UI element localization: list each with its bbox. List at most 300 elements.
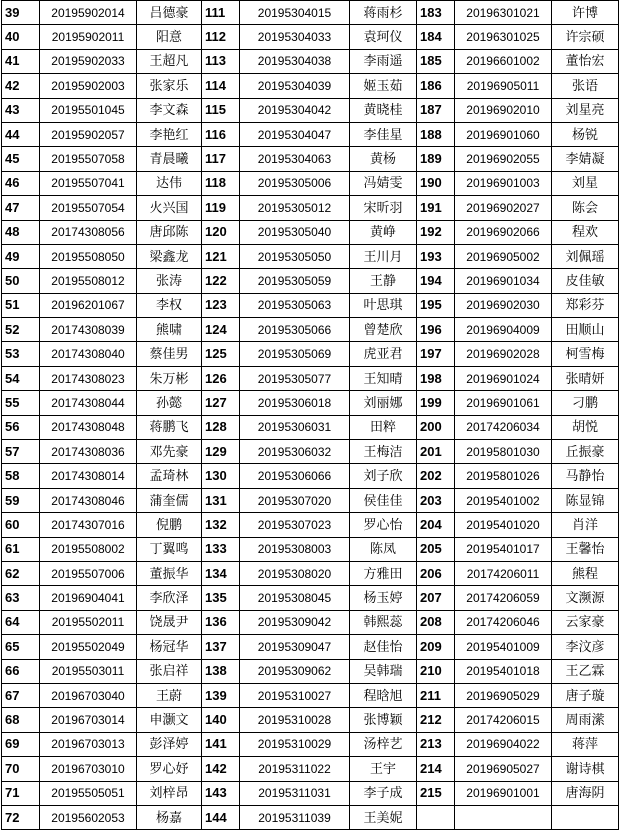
- student-id-cell: 20195311039: [240, 805, 350, 829]
- student-name-cell: 王川月: [350, 244, 417, 268]
- student-id-cell: 20196905002: [455, 244, 552, 268]
- row-number-cell: 64: [2, 610, 40, 634]
- row-number-cell: 188: [417, 122, 455, 146]
- student-name-cell: 刘子欣: [350, 464, 417, 488]
- student-id-cell: 20196902027: [455, 196, 552, 220]
- student-id-cell: 20196905029: [455, 683, 552, 707]
- row-number-cell: 54: [2, 366, 40, 390]
- student-name-cell: 郑彩芬: [552, 293, 619, 317]
- row-number-cell: 186: [417, 74, 455, 98]
- student-id-cell: 20196902028: [455, 342, 552, 366]
- student-id-cell: 20174307016: [40, 513, 137, 537]
- table-row: [2, 488, 619, 512]
- student-id-cell: 20195311022: [240, 757, 350, 781]
- row-number-cell: 62: [2, 561, 40, 585]
- student-name-cell: 程欢: [552, 220, 619, 244]
- student-id-cell: 20195801030: [455, 440, 552, 464]
- student-id-cell: 20174308014: [40, 464, 137, 488]
- student-id-cell: 20195309047: [240, 635, 350, 659]
- student-name-cell: 程晗旭: [350, 683, 417, 707]
- student-name-cell: 张晴妍: [552, 366, 619, 390]
- row-number-cell: 52: [2, 318, 40, 342]
- student-name-cell: 张启祥: [137, 659, 202, 683]
- row-number-cell: 201: [417, 440, 455, 464]
- student-id-cell: 20195305059: [240, 269, 350, 293]
- student-name-cell: 罗心怡: [350, 513, 417, 537]
- student-id-cell: 20174206011: [455, 561, 552, 585]
- student-id-cell: 20196703014: [40, 708, 137, 732]
- student-id-cell: 20195507041: [40, 171, 137, 195]
- table-row: [2, 464, 619, 488]
- student-name-cell: 杨冠华: [137, 635, 202, 659]
- row-number-cell: 122: [202, 269, 240, 293]
- student-name-cell: 刘丽娜: [350, 391, 417, 415]
- row-number-cell: 139: [202, 683, 240, 707]
- row-number-cell: 187: [417, 98, 455, 122]
- row-number-cell: 195: [417, 293, 455, 317]
- student-id-cell: 20196905011: [455, 74, 552, 98]
- table-row: [2, 244, 619, 268]
- row-number-cell: 141: [202, 732, 240, 756]
- student-name-cell: 倪鹏: [137, 513, 202, 537]
- table-row: [2, 293, 619, 317]
- student-name-cell: 阳意: [137, 25, 202, 49]
- student-id-cell: 20195310027: [240, 683, 350, 707]
- student-id-cell: 20195305012: [240, 196, 350, 220]
- student-name-cell: 蒋萍: [552, 732, 619, 756]
- student-id-cell: 20195309062: [240, 659, 350, 683]
- student-name-cell: 云家豪: [552, 610, 619, 634]
- student-id-cell: 20195902014: [40, 1, 137, 25]
- student-name-cell: 文濒源: [552, 586, 619, 610]
- row-number-cell: 127: [202, 391, 240, 415]
- row-number-cell: 69: [2, 732, 40, 756]
- student-name-cell: 刁鹏: [552, 391, 619, 415]
- row-number-cell: 189: [417, 147, 455, 171]
- student-name-cell: 王静: [350, 269, 417, 293]
- student-id-cell: 20195304063: [240, 147, 350, 171]
- row-number-cell: 129: [202, 440, 240, 464]
- student-name-cell: 邓先豪: [137, 440, 202, 464]
- row-number-cell: 47: [2, 196, 40, 220]
- student-name-cell: 孙懿: [137, 391, 202, 415]
- student-name-cell: 刘星亮: [552, 98, 619, 122]
- student-name-cell: 王超凡: [137, 49, 202, 73]
- row-number-cell: 56: [2, 415, 40, 439]
- student-name-cell: 李婧凝: [552, 147, 619, 171]
- row-number-cell: 130: [202, 464, 240, 488]
- row-number-cell: 114: [202, 74, 240, 98]
- table-row: [2, 610, 619, 634]
- table-row: [2, 49, 619, 73]
- student-id-cell: 20195304015: [240, 1, 350, 25]
- table-row: [2, 683, 619, 707]
- student-name-cell: 李子成: [350, 781, 417, 805]
- row-number-cell: 204: [417, 513, 455, 537]
- student-id-cell: 20195401002: [455, 488, 552, 512]
- student-id-cell: 20196902030: [455, 293, 552, 317]
- row-number-cell: 45: [2, 147, 40, 171]
- student-name-cell: 柯雪梅: [552, 342, 619, 366]
- student-name-cell: 许博: [552, 1, 619, 25]
- student-id-cell: 20196901001: [455, 781, 552, 805]
- student-id-cell: 20196301021: [455, 1, 552, 25]
- student-name-cell: 唐子璇: [552, 683, 619, 707]
- table-row: [2, 586, 619, 610]
- student-name-cell: 李佳星: [350, 122, 417, 146]
- student-id-cell: 20195507058: [40, 147, 137, 171]
- student-id-cell: 20195401009: [455, 635, 552, 659]
- row-number-cell: 138: [202, 659, 240, 683]
- row-number-cell: 193: [417, 244, 455, 268]
- student-name-cell: 蒲奎儒: [137, 488, 202, 512]
- row-number-cell: 115: [202, 98, 240, 122]
- student-id-cell: 20195507006: [40, 561, 137, 585]
- table-row: [2, 196, 619, 220]
- row-number-cell: 121: [202, 244, 240, 268]
- row-number-cell: 111: [202, 1, 240, 25]
- student-id-cell: 20174308046: [40, 488, 137, 512]
- row-number-cell: 55: [2, 391, 40, 415]
- student-name-cell: 达伟: [137, 171, 202, 195]
- roster-body: [2, 1, 619, 830]
- row-number-cell: 194: [417, 269, 455, 293]
- row-number-cell: 60: [2, 513, 40, 537]
- student-name-cell: 熊程: [552, 561, 619, 585]
- student-id-cell: 20195502049: [40, 635, 137, 659]
- student-id-cell: 20196905027: [455, 757, 552, 781]
- row-number-cell: 112: [202, 25, 240, 49]
- row-number-cell: 68: [2, 708, 40, 732]
- student-id-cell: 20196201067: [40, 293, 137, 317]
- student-id-cell: 20196904009: [455, 318, 552, 342]
- row-number-cell: 213: [417, 732, 455, 756]
- student-name-cell: 张涛: [137, 269, 202, 293]
- student-id-cell: 20196703013: [40, 732, 137, 756]
- student-id-cell: 20195307023: [240, 513, 350, 537]
- student-name-cell: 韩熙蕊: [350, 610, 417, 634]
- student-name-cell: 周雨潆: [552, 708, 619, 732]
- student-id-cell: 20195308003: [240, 537, 350, 561]
- row-number-cell: 132: [202, 513, 240, 537]
- row-number-cell: 197: [417, 342, 455, 366]
- student-id-cell: 20195507054: [40, 196, 137, 220]
- table-row: [2, 98, 619, 122]
- row-number-cell: 128: [202, 415, 240, 439]
- row-number-cell: 120: [202, 220, 240, 244]
- student-id-cell: 20195401018: [455, 659, 552, 683]
- student-name-cell: 陈会: [552, 196, 619, 220]
- student-id-cell: 20174308044: [40, 391, 137, 415]
- student-name-cell: 刘佩瑶: [552, 244, 619, 268]
- student-name-cell: 张博颖: [350, 708, 417, 732]
- student-id-cell: 20196901003: [455, 171, 552, 195]
- table-row: [2, 25, 619, 49]
- row-number-cell: 198: [417, 366, 455, 390]
- student-id-cell: 20196901034: [455, 269, 552, 293]
- row-number-cell: 48: [2, 220, 40, 244]
- table-row: [2, 732, 619, 756]
- table-row: [2, 342, 619, 366]
- student-name-cell: 火兴国: [137, 196, 202, 220]
- student-name-cell: 罗心妤: [137, 757, 202, 781]
- student-name-cell: 侯佳佳: [350, 488, 417, 512]
- student-id-cell: 20174206015: [455, 708, 552, 732]
- row-number-cell: 40: [2, 25, 40, 49]
- student-name-cell: 陈凤: [350, 537, 417, 561]
- student-id-cell: 20195304033: [240, 25, 350, 49]
- student-name-cell: 张语: [552, 74, 619, 98]
- row-number-cell: 210: [417, 659, 455, 683]
- student-name-cell: 黄杨: [350, 147, 417, 171]
- row-number-cell: 58: [2, 464, 40, 488]
- row-number-cell: 137: [202, 635, 240, 659]
- row-number-cell: 215: [417, 781, 455, 805]
- student-id-cell: 20174308023: [40, 366, 137, 390]
- student-name-cell: 叶思琪: [350, 293, 417, 317]
- student-name-cell: 刘梓昂: [137, 781, 202, 805]
- student-id-cell: 20196904041: [40, 586, 137, 610]
- row-number-cell: 44: [2, 122, 40, 146]
- student-name-cell: 王宇: [350, 757, 417, 781]
- student-id-cell: 20195304039: [240, 74, 350, 98]
- student-name-cell: 曾楚欣: [350, 318, 417, 342]
- student-id-cell: 20196703010: [40, 757, 137, 781]
- student-id-cell: 20196601002: [455, 49, 552, 73]
- student-id-cell: 20195309042: [240, 610, 350, 634]
- student-name-cell: 吴韩瑞: [350, 659, 417, 683]
- student-id-cell: 20195306018: [240, 391, 350, 415]
- student-name-cell: 赵佳怡: [350, 635, 417, 659]
- student-name-cell: 王梅洁: [350, 440, 417, 464]
- row-number-cell: 136: [202, 610, 240, 634]
- row-number-cell: 142: [202, 757, 240, 781]
- student-id-cell: 20195401020: [455, 513, 552, 537]
- row-number-cell: 59: [2, 488, 40, 512]
- student-id-cell: 20195602053: [40, 805, 137, 829]
- student-name-cell: 丁翼鸣: [137, 537, 202, 561]
- student-name-cell: 孟琦林: [137, 464, 202, 488]
- student-name-cell: 冯婧雯: [350, 171, 417, 195]
- row-number-cell: 191: [417, 196, 455, 220]
- student-id-cell: 20196901024: [455, 366, 552, 390]
- student-name-cell: 董怡宏: [552, 49, 619, 73]
- row-number-cell: 185: [417, 49, 455, 73]
- row-number-cell: 144: [202, 805, 240, 829]
- student-id-cell: 20196902010: [455, 98, 552, 122]
- student-id-cell: 20195508012: [40, 269, 137, 293]
- student-name-cell: 张家乐: [137, 74, 202, 98]
- row-number-cell: 205: [417, 537, 455, 561]
- student-name-cell: 丘振豪: [552, 440, 619, 464]
- student-id-cell: 20174206059: [455, 586, 552, 610]
- table-row: [2, 269, 619, 293]
- table-row: [2, 1, 619, 25]
- student-id-cell: 20196901061: [455, 391, 552, 415]
- row-number-cell: 207: [417, 586, 455, 610]
- student-name-cell: 王美妮: [350, 805, 417, 829]
- row-number-cell: 72: [2, 805, 40, 829]
- student-name-cell: 杨嘉: [137, 805, 202, 829]
- student-id-cell: 20195304038: [240, 49, 350, 73]
- row-number-cell: 119: [202, 196, 240, 220]
- student-name-cell: 王蔚: [137, 683, 202, 707]
- table-row: [2, 757, 619, 781]
- student-id-cell: 20174308040: [40, 342, 137, 366]
- student-id-cell: 20195304047: [240, 122, 350, 146]
- student-name-cell: 黄峥: [350, 220, 417, 244]
- student-id-cell: 20196703040: [40, 683, 137, 707]
- student-id-cell: 20195305063: [240, 293, 350, 317]
- student-id-cell: 20195307020: [240, 488, 350, 512]
- student-id-cell: 20196901060: [455, 122, 552, 146]
- row-number-cell: 183: [417, 1, 455, 25]
- row-number-cell: 125: [202, 342, 240, 366]
- student-id-cell: 20195902057: [40, 122, 137, 146]
- table-row: [2, 513, 619, 537]
- row-number-cell: 67: [2, 683, 40, 707]
- row-number-cell: 116: [202, 122, 240, 146]
- row-number-cell: 124: [202, 318, 240, 342]
- row-number-cell: 51: [2, 293, 40, 317]
- student-id-cell: 20195305069: [240, 342, 350, 366]
- student-id-cell: 20195902003: [40, 74, 137, 98]
- row-number-cell: 70: [2, 757, 40, 781]
- student-name-cell: 马静怡: [552, 464, 619, 488]
- table-row: [2, 781, 619, 805]
- student-id-cell: 20195305066: [240, 318, 350, 342]
- row-number-cell: 184: [417, 25, 455, 49]
- row-number-cell: 63: [2, 586, 40, 610]
- row-number-cell: 203: [417, 488, 455, 512]
- student-name-cell: 李文森: [137, 98, 202, 122]
- student-name-cell: 梁鑫龙: [137, 244, 202, 268]
- student-id-cell: 20195902033: [40, 49, 137, 73]
- student-id-cell: 20195508002: [40, 537, 137, 561]
- row-number-cell: 49: [2, 244, 40, 268]
- row-number-cell: [417, 805, 455, 829]
- table-row: [2, 220, 619, 244]
- student-id-cell: 20195801026: [455, 464, 552, 488]
- row-number-cell: 190: [417, 171, 455, 195]
- student-id-cell: 20196902055: [455, 147, 552, 171]
- table-row: [2, 391, 619, 415]
- table-row: [2, 171, 619, 195]
- student-id-cell: 20195401017: [455, 537, 552, 561]
- student-name-cell: 刘星: [552, 171, 619, 195]
- student-name-cell: 黄晓桂: [350, 98, 417, 122]
- row-number-cell: 131: [202, 488, 240, 512]
- table-row: [2, 74, 619, 98]
- student-name-cell: 彭泽婷: [137, 732, 202, 756]
- student-id-cell: 20174308048: [40, 415, 137, 439]
- student-name-cell: 袁珂仪: [350, 25, 417, 49]
- student-id-cell: 20195304042: [240, 98, 350, 122]
- student-name-cell: 李汶彦: [552, 635, 619, 659]
- row-number-cell: 42: [2, 74, 40, 98]
- student-name-cell: 唐海阴: [552, 781, 619, 805]
- student-name-cell: 宋昕羽: [350, 196, 417, 220]
- student-id-cell: 20174308056: [40, 220, 137, 244]
- row-number-cell: 209: [417, 635, 455, 659]
- row-number-cell: 192: [417, 220, 455, 244]
- student-id-cell: 20195310028: [240, 708, 350, 732]
- student-name-cell: 朱万彬: [137, 366, 202, 390]
- row-number-cell: 126: [202, 366, 240, 390]
- student-id-cell: 20195310029: [240, 732, 350, 756]
- row-number-cell: 135: [202, 586, 240, 610]
- table-row: [2, 318, 619, 342]
- student-id-cell: 20195508050: [40, 244, 137, 268]
- row-number-cell: 66: [2, 659, 40, 683]
- row-number-cell: 41: [2, 49, 40, 73]
- student-name-cell: 唐邱陈: [137, 220, 202, 244]
- row-number-cell: 200: [417, 415, 455, 439]
- table-row: [2, 805, 619, 829]
- student-name-cell: 熊啸: [137, 318, 202, 342]
- student-id-cell: 20195305077: [240, 366, 350, 390]
- student-name-cell: 董振华: [137, 561, 202, 585]
- row-number-cell: 118: [202, 171, 240, 195]
- roster-table: [1, 0, 619, 830]
- student-name-cell: 肖洋: [552, 513, 619, 537]
- row-number-cell: 43: [2, 98, 40, 122]
- student-id-cell: 20196301025: [455, 25, 552, 49]
- row-number-cell: 214: [417, 757, 455, 781]
- table-row: [2, 122, 619, 146]
- student-id-cell: 20195308020: [240, 561, 350, 585]
- student-id-cell: 20174308036: [40, 440, 137, 464]
- row-number-cell: 61: [2, 537, 40, 561]
- student-name-cell: 汤梓艺: [350, 732, 417, 756]
- student-id-cell: 20195305006: [240, 171, 350, 195]
- row-number-cell: 196: [417, 318, 455, 342]
- row-number-cell: 117: [202, 147, 240, 171]
- student-name-cell: 饶晟尹: [137, 610, 202, 634]
- student-id-cell: 20195306032: [240, 440, 350, 464]
- student-id-cell: 20195308045: [240, 586, 350, 610]
- table-row: [2, 659, 619, 683]
- student-name-cell: 田粹: [350, 415, 417, 439]
- student-id-cell: 20195306066: [240, 464, 350, 488]
- student-name-cell: 胡悦: [552, 415, 619, 439]
- student-name-cell: 王乙霖: [552, 659, 619, 683]
- table-row: [2, 366, 619, 390]
- row-number-cell: 50: [2, 269, 40, 293]
- student-name-cell: 王馨怡: [552, 537, 619, 561]
- student-name-cell: 陈显锦: [552, 488, 619, 512]
- row-number-cell: 46: [2, 171, 40, 195]
- row-number-cell: 113: [202, 49, 240, 73]
- student-name-cell: 蔡佳男: [137, 342, 202, 366]
- student-id-cell: [455, 805, 552, 829]
- student-name-cell: 申灏文: [137, 708, 202, 732]
- student-name-cell: 青晨曦: [137, 147, 202, 171]
- row-number-cell: 202: [417, 464, 455, 488]
- student-id-cell: 20195502011: [40, 610, 137, 634]
- table-row: [2, 415, 619, 439]
- student-name-cell: 蒋雨杉: [350, 1, 417, 25]
- student-name-cell: 田顺山: [552, 318, 619, 342]
- row-number-cell: 123: [202, 293, 240, 317]
- row-number-cell: 71: [2, 781, 40, 805]
- student-name-cell: 虎亚君: [350, 342, 417, 366]
- row-number-cell: 208: [417, 610, 455, 634]
- row-number-cell: 65: [2, 635, 40, 659]
- table-row: [2, 561, 619, 585]
- table-row: [2, 635, 619, 659]
- student-id-cell: 20195902011: [40, 25, 137, 49]
